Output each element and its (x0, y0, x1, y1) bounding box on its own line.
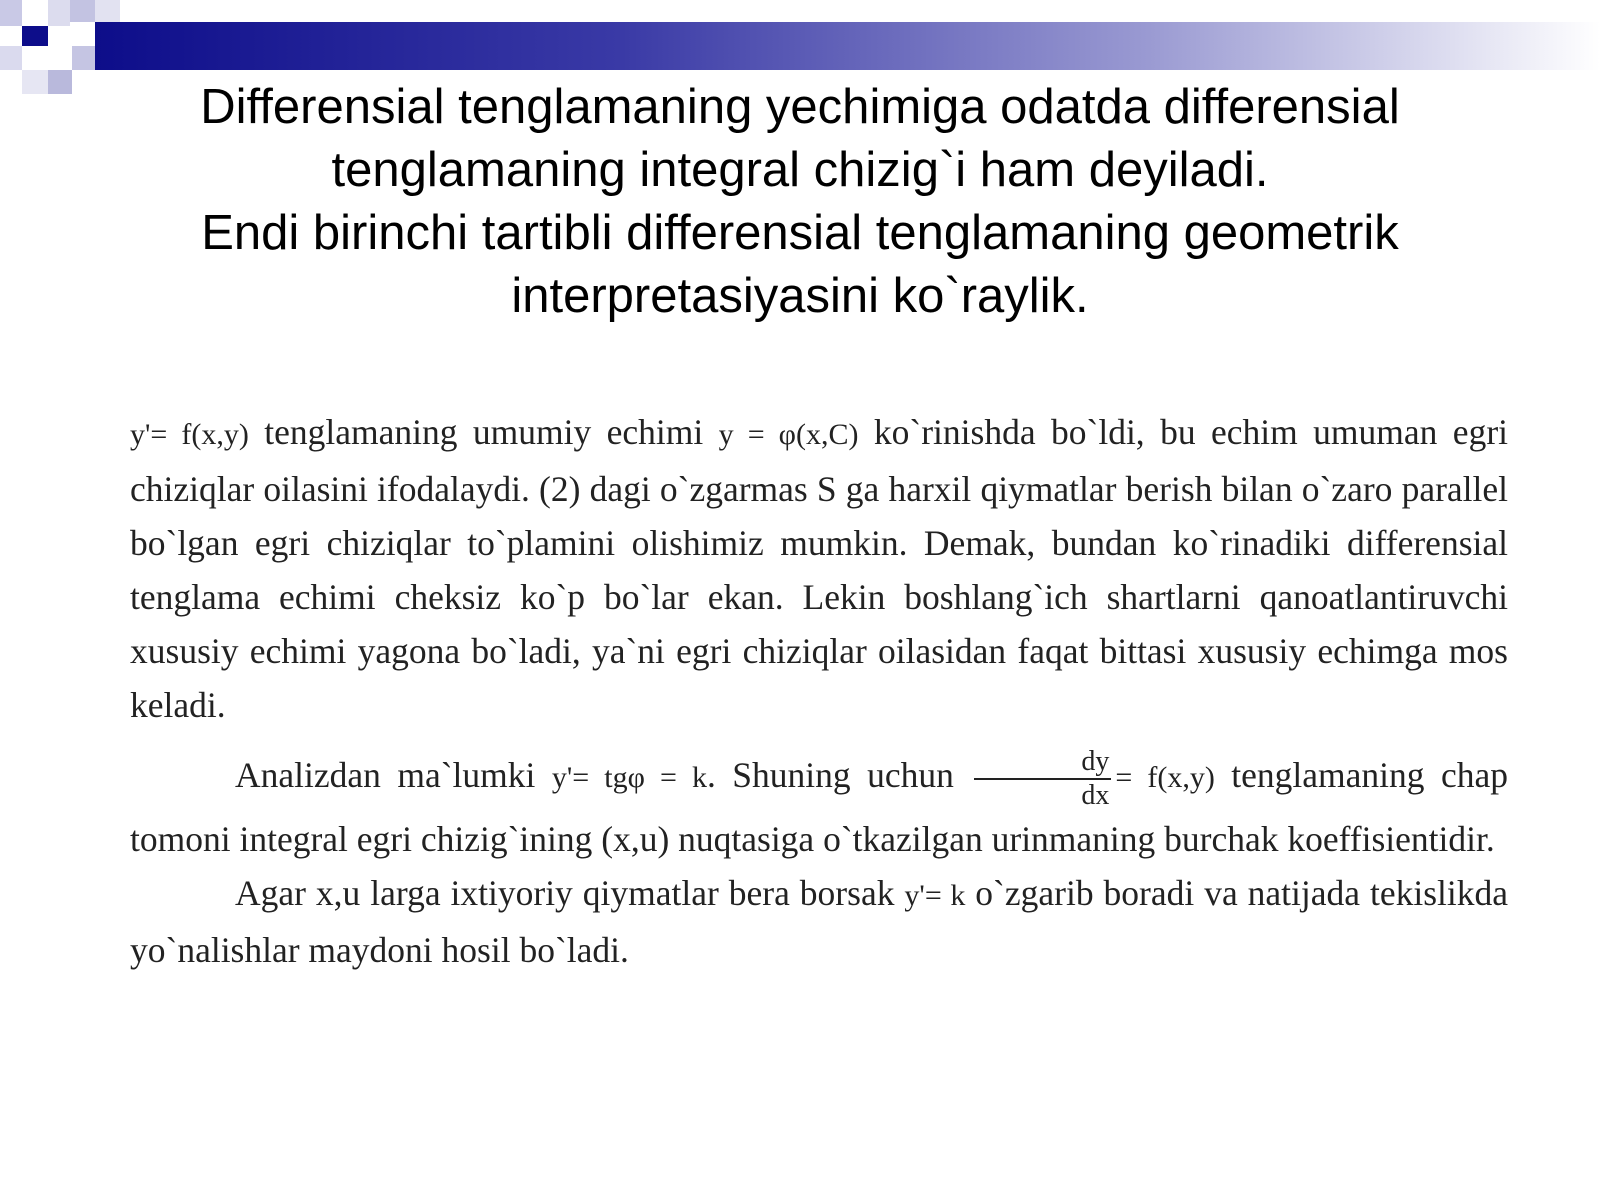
decor-square (48, 70, 72, 94)
decor-square (0, 0, 22, 26)
paragraph-text: Analizdan ma`lumki (235, 755, 552, 796)
decor-square (72, 46, 95, 70)
title-line: Endi birinchi tartibli differensial tenglamaning geometrik (201, 206, 1399, 260)
decor-square (48, 0, 70, 26)
paragraph-text: . Shuning uchun (706, 755, 971, 796)
decor-square (0, 46, 22, 70)
paragraph-text: ko`rinishda bo`ldi, bu echim umuman egri chiziqlar oilasini ifodalaydi. (2) dagi o`zgarmas S ga harxil qiymatlar berish bilan o`zaro parallel bo`lgan egri chiziqlar to`plamini olishimiz mumkin. Demak, bundan ko`rinadiki differensial tenglama echimi cheksiz ko`p bo`lar ekan. Lekin boshlang`ich shartlarni qanoatlantiruvchi xususiy echimi yagona bo`ladi, ya`ni egri chiziqlar oilasidan faqat bittasi xususiy echimga mos keladi. (130, 412, 1508, 725)
paragraph-text: Agar x,u larga ixtiyoriy qiymatlar bera borsak (235, 873, 905, 913)
paragraph-text: o`zgarib boradi va natijada tekislikda yo`nalishlar maydoni hosil bo`ladi. (130, 873, 1509, 970)
title-line: tenglamaning integral chizig`i ham deyiladi. (331, 143, 1269, 197)
paragraph-3 (130, 866, 1508, 977)
decor-square (22, 70, 48, 94)
equation: y'= f(x,y) (130, 418, 249, 451)
equation: y'= k (904, 879, 966, 912)
title-line: interpretasiyasini ko`raylik. (511, 269, 1089, 323)
fraction-numerator: dy (974, 746, 1111, 780)
equation: y = φ(x,C) (718, 418, 859, 451)
decor-square (70, 0, 95, 22)
fraction-dy-dx (974, 746, 1111, 812)
decor-square (95, 0, 120, 22)
fraction-denominator: dx (1081, 780, 1110, 811)
paragraph-2 (130, 746, 1508, 866)
title-line: Differensial tenglamaning yechimiga odatda differensial (200, 80, 1400, 134)
slide-body (130, 405, 1508, 977)
paragraph-1 (130, 405, 1508, 732)
paragraph-text: tenglamaning chap tomoni integral egri chizig`ining (x,u) nuqtasiga o`tkazilgan urinmaning burchak koeffisientidir. (130, 755, 1508, 859)
header-gradient-bar (95, 22, 1600, 70)
equation: = f(x,y) (1115, 761, 1215, 795)
slide-title (110, 76, 1490, 328)
equation: y'= tgφ = k (551, 761, 707, 795)
decor-square-dark (22, 26, 48, 46)
paragraph-text: tenglamaning umumiy echimi (248, 412, 719, 452)
